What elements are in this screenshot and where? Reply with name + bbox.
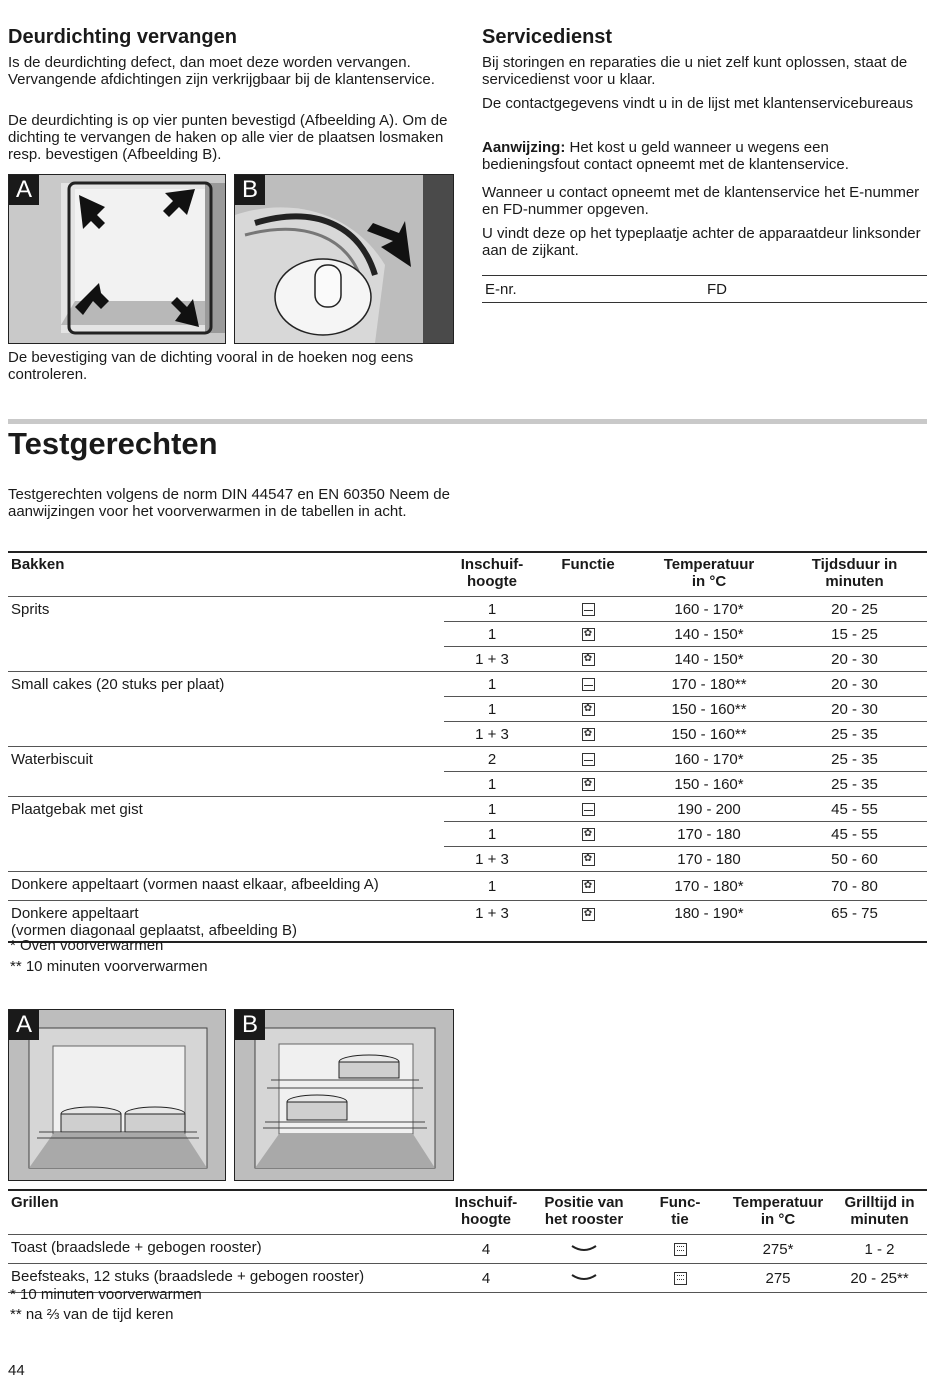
section-heading-door-seal: Deurdichting vervangen <box>8 26 237 48</box>
hand-pressing-seal-illustration <box>235 175 453 343</box>
grill-table-header <box>8 1190 927 1235</box>
shelf-level: 2 <box>444 747 540 772</box>
rack-position-cell <box>532 1235 636 1264</box>
function-cell <box>540 822 636 847</box>
duration: 20 - 30 <box>782 697 927 722</box>
temperature: 150 - 160** <box>636 722 782 747</box>
test-intro: Testgerechten volgens de norm DIN 44547 en EN 60350 Neem de aanwijzingen voor het voorverwarmen in de tabellen in acht. <box>8 486 450 520</box>
fan-heat-icon <box>582 908 595 921</box>
shelf-level: 1 <box>444 822 540 847</box>
function-cell <box>540 901 636 943</box>
header-grillen: Grillen <box>11 1194 59 1211</box>
dish-name: Waterbiscuit <box>8 747 444 797</box>
service-paragraph-3: Wanneer u contact opneemt met de klantenservice het E-nummer en FD-nummer opgeven. <box>482 184 920 218</box>
figure-b-label: B <box>235 175 265 205</box>
function-cell <box>540 797 636 822</box>
function-cell <box>540 747 636 772</box>
figure2-a-label: A <box>9 1010 39 1040</box>
grill-temperature: 275* <box>724 1235 832 1264</box>
curved-rack-icon <box>571 1244 597 1254</box>
temperature: 170 - 180* <box>636 872 782 901</box>
enr-fd-box <box>482 275 927 303</box>
table-row <box>8 1235 927 1264</box>
grill-level: 4 <box>440 1235 532 1264</box>
function-cell <box>540 622 636 647</box>
grill-table <box>8 1189 927 1293</box>
function-cell <box>540 722 636 747</box>
fan-heat-icon <box>582 853 595 866</box>
grill-temperature: 275 <box>724 1264 832 1293</box>
header-level: Inschuif- hoogte <box>460 556 524 590</box>
enr-label: E-nr. <box>485 281 517 298</box>
temperature: 160 - 170* <box>636 747 782 772</box>
shelf-level: 1 + 3 <box>444 901 540 943</box>
oven-diagonal-pans-illustration <box>235 1010 453 1180</box>
temperature: 140 - 150* <box>636 647 782 672</box>
bake-table-body <box>8 597 927 943</box>
header-temperature: Temperatuur in °C <box>663 556 755 590</box>
header-grill-level: Inschuif- hoogte <box>454 1194 518 1228</box>
function-cell <box>540 772 636 797</box>
temperature: 190 - 200 <box>636 797 782 822</box>
grill-level: 4 <box>440 1264 532 1293</box>
table-row <box>8 872 927 901</box>
shelf-level: 1 <box>444 872 540 901</box>
oven-interior-illustration-a <box>9 175 225 343</box>
shelf-level: 1 <box>444 772 540 797</box>
duration: 65 - 75 <box>782 901 927 943</box>
grill-function-cell <box>636 1235 724 1264</box>
shelf-level: 1 <box>444 797 540 822</box>
header-grill-temperature: Temperatuur in °C <box>732 1194 824 1228</box>
temperature: 170 - 180** <box>636 672 782 697</box>
grill-function-cell <box>636 1264 724 1293</box>
dish-name: Small cakes (20 stuks per plaat) <box>8 672 444 747</box>
figure-b-pans-diagonal <box>234 1009 454 1181</box>
header-function: Functie <box>561 556 615 573</box>
function-cell <box>540 847 636 872</box>
duration: 45 - 55 <box>782 797 927 822</box>
dish-name: Donkere appeltaart (vormen naast elkaar, afbeelding A) <box>8 872 444 901</box>
service-paragraph-1: Bij storingen en reparaties die u niet zelf kunt oplossen, staat de servicedienst voor u klaar. <box>482 54 908 88</box>
duration: 15 - 25 <box>782 622 927 647</box>
header-rack-position: Positie van het rooster <box>544 1194 624 1228</box>
top-bottom-heat-icon <box>582 803 595 816</box>
shelf-level: 1 + 3 <box>444 647 540 672</box>
function-cell <box>540 872 636 901</box>
header-duration: Tijdsduur in minuten <box>811 556 898 590</box>
duration: 20 - 30 <box>782 672 927 697</box>
fan-heat-icon <box>582 653 595 666</box>
figure-a-door-seal <box>8 174 226 344</box>
duration: 20 - 25 <box>782 597 927 622</box>
top-bottom-heat-icon <box>582 678 595 691</box>
grill-footnote-2: ** na ⅔ van de tijd keren <box>10 1306 174 1323</box>
temperature: 170 - 180 <box>636 822 782 847</box>
temperature: 150 - 160* <box>636 772 782 797</box>
function-cell <box>540 697 636 722</box>
shelf-level: 1 <box>444 697 540 722</box>
fd-label: FD <box>707 281 727 298</box>
duration: 25 - 35 <box>782 722 927 747</box>
fan-heat-icon <box>582 703 595 716</box>
header-bakken: Bakken <box>11 556 65 573</box>
dish-name: Sprits <box>8 597 444 672</box>
page-number: 44 <box>8 1362 25 1379</box>
table-row <box>8 901 927 943</box>
temperature: 140 - 150* <box>636 622 782 647</box>
bake-table-header <box>8 552 927 597</box>
table-row <box>8 797 927 822</box>
header-grill-time: Grilltijd in minuten <box>844 1194 915 1228</box>
shelf-level: 1 <box>444 597 540 622</box>
oven-two-pans-illustration <box>9 1010 225 1180</box>
function-cell <box>540 672 636 697</box>
duration: 45 - 55 <box>782 822 927 847</box>
temperature: 180 - 190* <box>636 901 782 943</box>
test-title: Testgerechten <box>8 426 218 461</box>
figure-b-door-seal <box>234 174 454 344</box>
duration: 25 - 35 <box>782 772 927 797</box>
grill-footnote-1: * 10 minuten voorverwarmen <box>10 1286 202 1303</box>
duration: 20 - 30 <box>782 647 927 672</box>
temperature: 170 - 180 <box>636 847 782 872</box>
shelf-level: 1 + 3 <box>444 722 540 747</box>
shelf-level: 1 <box>444 622 540 647</box>
bake-footnote-1: * Oven voorverwarmen <box>10 937 164 954</box>
shelf-level: 1 <box>444 672 540 697</box>
note-text: Het kost u geld wanneer u wegens een bedieningsfout contact opneemt met de klantenservice. <box>482 139 849 173</box>
grill-icon <box>674 1243 687 1256</box>
fan-heat-icon <box>582 828 595 841</box>
grill-icon <box>674 1272 687 1285</box>
shelf-level: 1 + 3 <box>444 847 540 872</box>
table-row <box>8 672 927 697</box>
function-cell <box>540 597 636 622</box>
door-seal-paragraph-1: Is de deurdichting defect, dan moet deze worden vervangen. Vervangende afdichtingen zijn verkrijgbaar bij de klantenservice. <box>8 54 435 88</box>
fan-heat-icon <box>582 778 595 791</box>
duration: 50 - 60 <box>782 847 927 872</box>
section-heading-service: Servicedienst <box>482 26 613 48</box>
grill-time: 1 - 2 <box>832 1235 927 1264</box>
curved-rack-icon <box>571 1273 597 1283</box>
table-row <box>8 747 927 772</box>
fan-heat-icon <box>582 628 595 641</box>
dish-name: Donkere appeltaart (vormen diagonaal geplaatst, afbeelding B) <box>8 901 444 943</box>
temperature: 160 - 170* <box>636 597 782 622</box>
duration: 70 - 80 <box>782 872 927 901</box>
figure-caption: De bevestiging van de dichting vooral in de hoeken nog eens controleren. <box>8 349 414 383</box>
fan-heat-icon <box>582 880 595 893</box>
duration: 25 - 35 <box>782 747 927 772</box>
dish-name: Plaatgebak met gist <box>8 797 444 872</box>
figure2-b-label: B <box>235 1010 265 1040</box>
fan-heat-icon <box>582 728 595 741</box>
table-row <box>8 597 927 622</box>
figure-a-label: A <box>9 175 39 205</box>
service-paragraph-2: De contactgegevens vindt u in de lijst met klantenservicebureaus <box>482 95 914 112</box>
bake-table <box>8 551 927 943</box>
door-seal-paragraph-2: De deurdichting is op vier punten bevestigd (Afbeelding A). Om de dichting te vervangen de haken op alle vier de plaatsen losmaken resp. bevestigen (Afbeelding B). <box>8 112 448 163</box>
grill-dish-name: Toast (braadslede + gebogen rooster) <box>8 1235 440 1264</box>
section-divider <box>8 419 927 424</box>
temperature: 150 - 160** <box>636 697 782 722</box>
grill-dish-name: Beefsteaks, 12 stuks (braadslede + gebogen rooster) <box>8 1264 440 1293</box>
note-label: Aanwijzing: <box>482 139 566 156</box>
figure-a-pans-side-by-side <box>8 1009 226 1181</box>
grill-time: 20 - 25** <box>832 1264 927 1293</box>
top-bottom-heat-icon <box>582 753 595 766</box>
service-note <box>482 139 927 173</box>
top-bottom-heat-icon <box>582 603 595 616</box>
header-grill-function: Func- tie <box>659 1194 701 1228</box>
service-paragraph-4: U vindt deze op het typeplaatje achter de apparaatdeur linksonder aan de zijkant. <box>482 225 921 259</box>
rack-position-cell <box>532 1264 636 1293</box>
function-cell <box>540 647 636 672</box>
bake-footnote-2: ** 10 minuten voorverwarmen <box>10 958 208 975</box>
